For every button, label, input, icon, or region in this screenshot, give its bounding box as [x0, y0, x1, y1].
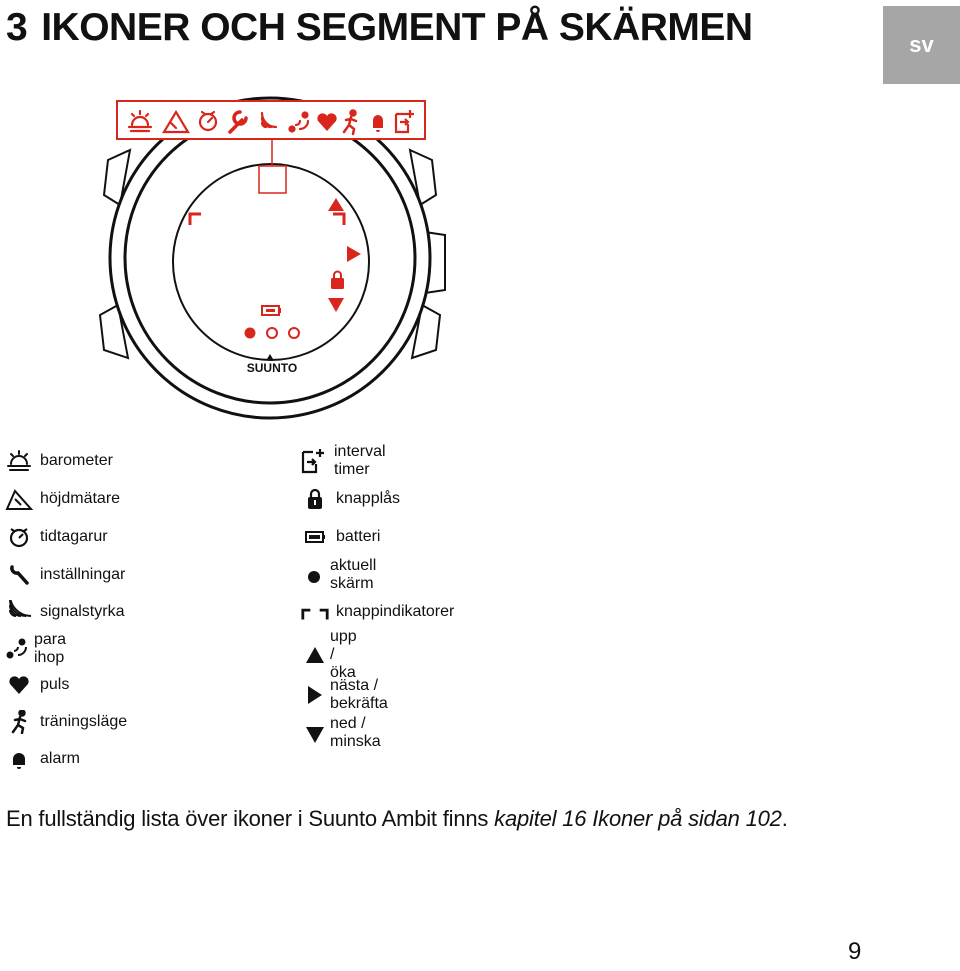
legend-label: barometer — [40, 452, 113, 469]
legend-item — [4, 525, 108, 549]
triangle-right-icon — [300, 683, 324, 707]
dot-icon — [300, 563, 324, 587]
legend-label: ned / minska — [330, 715, 381, 750]
legend-label: signalstyrka — [40, 603, 125, 620]
footnote — [6, 806, 788, 832]
legend-item — [300, 677, 394, 712]
legend-label: knappindikatorer — [336, 603, 455, 620]
legend-label: träningsläge — [40, 713, 128, 730]
legend-item — [4, 673, 69, 697]
legend-label: nästa / bekräfta — [330, 677, 388, 712]
legend-label: knapplås — [336, 490, 401, 507]
interval-timer-icon — [300, 449, 328, 473]
legend-item — [300, 628, 363, 681]
pairing-icon — [4, 637, 28, 661]
legend-label: interval timer — [334, 443, 386, 478]
language-tab: sv — [883, 6, 960, 84]
legend-label: aktuell skärm — [330, 557, 377, 592]
wrench-icon — [4, 563, 34, 587]
legend-label: inställningar — [40, 566, 126, 583]
legend-item — [300, 487, 400, 511]
screen-dot — [267, 328, 277, 338]
legend-item — [4, 563, 125, 587]
barometer-icon — [4, 449, 34, 473]
legend-item — [4, 747, 80, 771]
icon-placeholder-box — [259, 166, 286, 193]
legend-label: para ihop — [34, 631, 67, 666]
legend-label: puls — [40, 676, 70, 693]
triangle-down-icon — [300, 721, 324, 745]
battery-icon — [300, 525, 330, 549]
legend-item — [4, 449, 113, 473]
stopwatch-icon — [4, 525, 34, 549]
watch-diagram — [0, 0, 960, 420]
legend-item — [300, 557, 382, 592]
brand-logo: SUUNTO — [246, 361, 298, 375]
page-number: 9 — [848, 938, 862, 965]
screen-dot — [289, 328, 299, 338]
footnote-end: . — [781, 806, 788, 831]
lock-icon — [300, 487, 330, 511]
legend-item — [4, 710, 127, 734]
legend-item — [300, 525, 380, 549]
altimeter-icon — [4, 487, 34, 511]
legend-label: upp / öka — [330, 628, 357, 681]
legend-label: alarm — [40, 750, 81, 767]
legend-item — [4, 600, 124, 624]
legend-label: tidtagarur — [40, 528, 108, 545]
button-corners-icon — [300, 600, 330, 624]
heart-icon — [4, 673, 34, 697]
legend-label: batteri — [336, 528, 381, 545]
legend-label: höjdmätare — [40, 490, 121, 507]
footnote-link[interactable]: kapitel 16 Ikoner på sidan 102 — [494, 806, 782, 831]
runner-icon — [4, 710, 34, 734]
legend-item — [300, 443, 388, 478]
signal-icon — [4, 600, 34, 624]
triangle-up-icon — [300, 643, 324, 667]
chapter-number: 3 — [6, 6, 28, 49]
screen-dot-active — [245, 328, 256, 339]
bell-icon — [4, 747, 34, 771]
legend-item — [300, 600, 454, 624]
legend-item — [4, 631, 72, 666]
legend-item — [4, 487, 120, 511]
chapter-title: IKONER OCH SEGMENT PÅ SKÄRMEN — [41, 6, 753, 49]
footnote-text: En fullständig lista över ikoner i Suunto Ambit finns — [6, 806, 495, 831]
legend-item — [300, 715, 387, 750]
